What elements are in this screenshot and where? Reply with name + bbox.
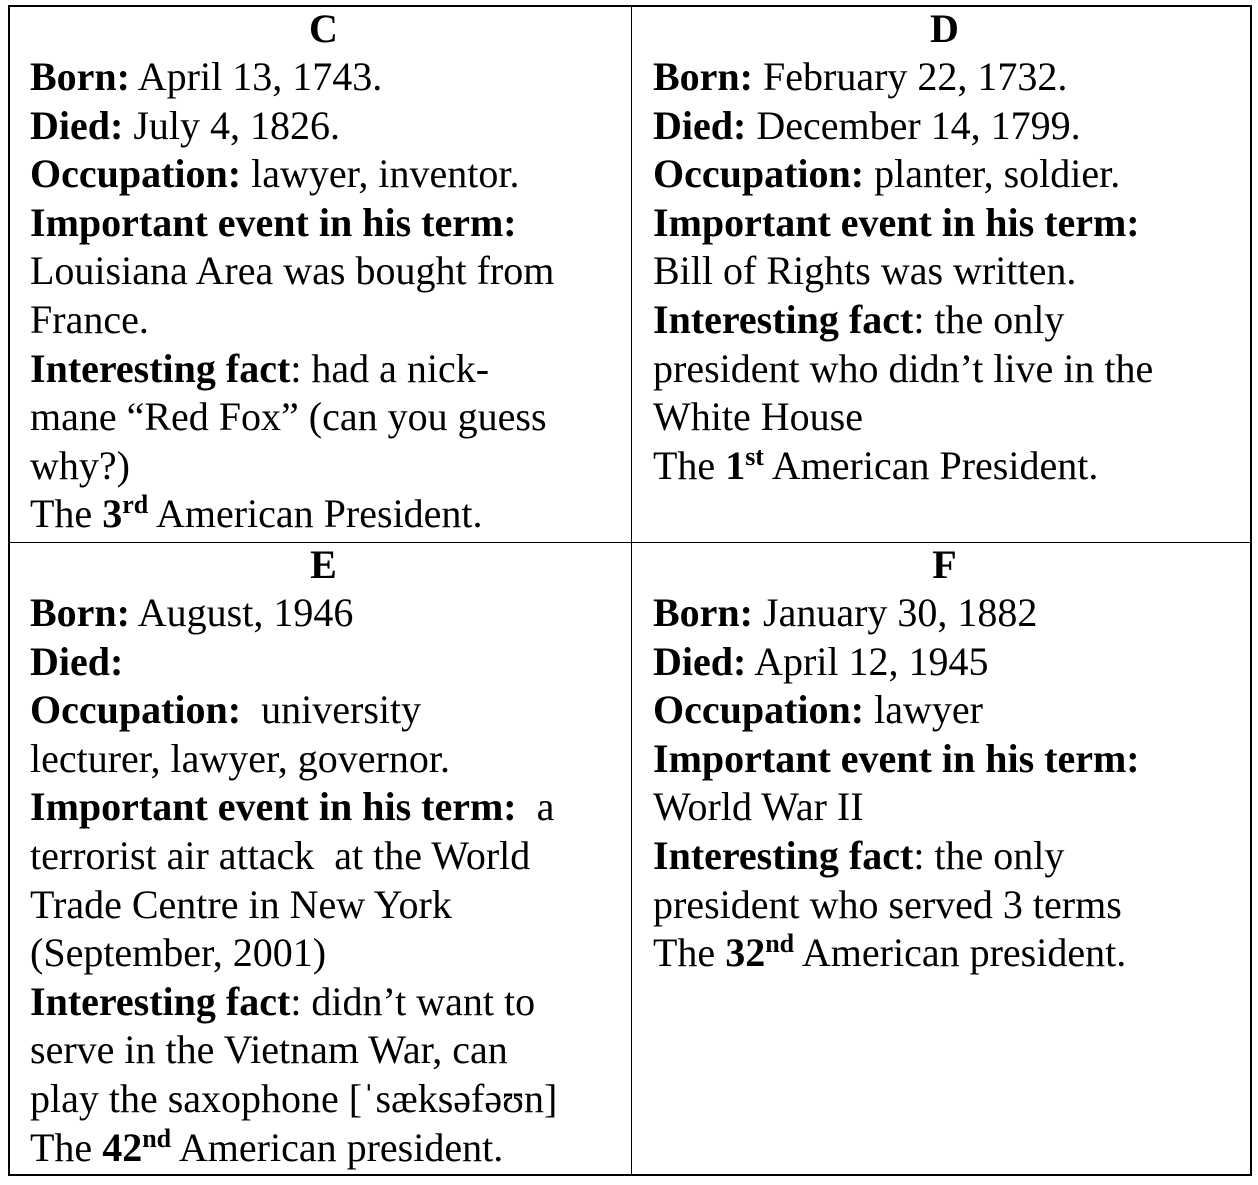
born-line	[30, 53, 617, 102]
occupation-value: university	[241, 687, 422, 733]
occupation-line	[30, 150, 617, 199]
fact-line	[30, 345, 617, 394]
occupation-label: Occupation:	[653, 151, 865, 197]
event-label: Important event in his term:	[30, 199, 517, 245]
fact-line	[30, 978, 617, 1027]
died-line	[30, 638, 617, 687]
occupation-line	[653, 150, 1236, 199]
occupation-value: planter, soldier.	[864, 151, 1121, 197]
ordinal-number: 3	[102, 491, 123, 537]
died-line	[30, 102, 617, 151]
ordinal-number: 32	[725, 930, 766, 976]
event-text: terrorist air attack at the World	[30, 832, 531, 878]
card-letter: E	[310, 543, 337, 587]
died-label: Died:	[653, 102, 747, 148]
card-letter: D	[930, 7, 959, 51]
fact-text: serve in the Vietnam War, can	[30, 1027, 508, 1073]
died-label: Died:	[30, 638, 124, 684]
event-text: Bill of Rights was written.	[653, 248, 1077, 294]
fact-label: Interesting fact	[653, 296, 914, 342]
born-line	[30, 589, 617, 638]
event-label-line	[30, 783, 617, 832]
ordinal-number: 1	[725, 442, 746, 488]
event-label-line	[653, 735, 1236, 784]
event-text: France.	[30, 296, 149, 342]
died-line	[653, 638, 1236, 687]
event-label-line	[30, 199, 617, 248]
fact-label: Interesting fact	[30, 978, 291, 1024]
occupation-label: Occupation:	[30, 687, 242, 733]
born-value: January 30, 1882	[753, 590, 1038, 635]
closing-line	[653, 929, 1236, 978]
fact-text: mane “Red Fox” (can you guess	[30, 394, 547, 440]
fact-label: Interesting fact	[653, 832, 914, 878]
born-line	[653, 53, 1236, 102]
closing-post: American President.	[148, 491, 483, 537]
born-value: February 22, 1732.	[753, 54, 1068, 99]
presidents-table	[8, 5, 1252, 1176]
occupation-line	[653, 686, 1236, 735]
card-e	[10, 543, 632, 1174]
born-label: Born:	[653, 54, 753, 99]
ordinal-suffix: nd	[142, 1123, 172, 1153]
fact-text: play the saxophone [ˈsæksəfəʊn]	[30, 1075, 558, 1121]
closing-line	[30, 490, 617, 539]
died-line	[653, 102, 1236, 151]
closing-pre: The	[30, 1124, 103, 1170]
fact-text: : had a nick-	[290, 345, 490, 391]
fact-text: why?)	[30, 442, 130, 488]
fact-text: : the only	[913, 832, 1065, 878]
event-text: Trade Centre in New York	[30, 881, 452, 927]
occupation-value: lawyer, inventor.	[241, 151, 520, 197]
event-text: Louisiana Area was bought from	[30, 248, 555, 294]
fact-text: White House	[653, 394, 863, 440]
event-text: World War II	[653, 784, 864, 830]
closing-pre: The	[653, 930, 726, 976]
fact-label: Interesting fact	[30, 345, 291, 391]
event-label: Important event in his term:	[30, 784, 517, 830]
card-c	[10, 7, 632, 543]
card-letter: F	[932, 543, 957, 587]
fact-text: : didn’t want to	[290, 978, 536, 1024]
born-label: Born:	[30, 590, 130, 635]
card-letter: C	[309, 7, 338, 51]
ordinal-number: 42	[102, 1124, 143, 1170]
born-label: Born:	[30, 54, 130, 99]
ordinal-suffix: rd	[122, 490, 149, 520]
born-value: August, 1946	[130, 590, 354, 635]
event-label: Important event in his term:	[653, 735, 1140, 781]
died-value: July 4, 1826.	[123, 102, 341, 148]
occupation-line	[30, 686, 617, 735]
ordinal-suffix: nd	[765, 929, 795, 959]
fact-text: president who didn’t live in the	[653, 345, 1154, 391]
born-line	[653, 589, 1236, 638]
event-text: (September, 2001)	[30, 930, 327, 976]
died-label: Died:	[30, 102, 124, 148]
occupation-value: lawyer	[864, 687, 983, 733]
card-d	[632, 7, 1250, 543]
died-label: Died:	[653, 638, 747, 684]
closing-post: American President.	[763, 442, 1099, 488]
fact-text: : the only	[913, 296, 1065, 342]
born-value: April 13, 1743.	[130, 54, 383, 99]
fact-line	[653, 296, 1236, 345]
occupation-label: Occupation:	[653, 687, 865, 733]
occupation-text: lecturer, lawyer, governor.	[30, 735, 450, 781]
born-label: Born:	[653, 590, 753, 635]
event-text: a	[516, 784, 555, 830]
closing-post: American president.	[171, 1124, 504, 1170]
card-f	[632, 543, 1250, 1174]
occupation-label: Occupation:	[30, 151, 242, 197]
died-value: December 14, 1799.	[746, 102, 1081, 148]
closing-post: American president.	[794, 930, 1127, 976]
closing-pre: The	[653, 442, 726, 488]
fact-text: president who served 3 terms	[653, 881, 1122, 927]
closing-line	[653, 442, 1236, 491]
event-label: Important event in his term:	[653, 199, 1140, 245]
closing-pre: The	[30, 491, 103, 537]
ordinal-suffix: st	[745, 441, 764, 471]
event-label-line	[653, 199, 1236, 248]
fact-line	[653, 832, 1236, 881]
closing-line	[30, 1124, 617, 1173]
died-value: April 12, 1945	[746, 638, 989, 684]
